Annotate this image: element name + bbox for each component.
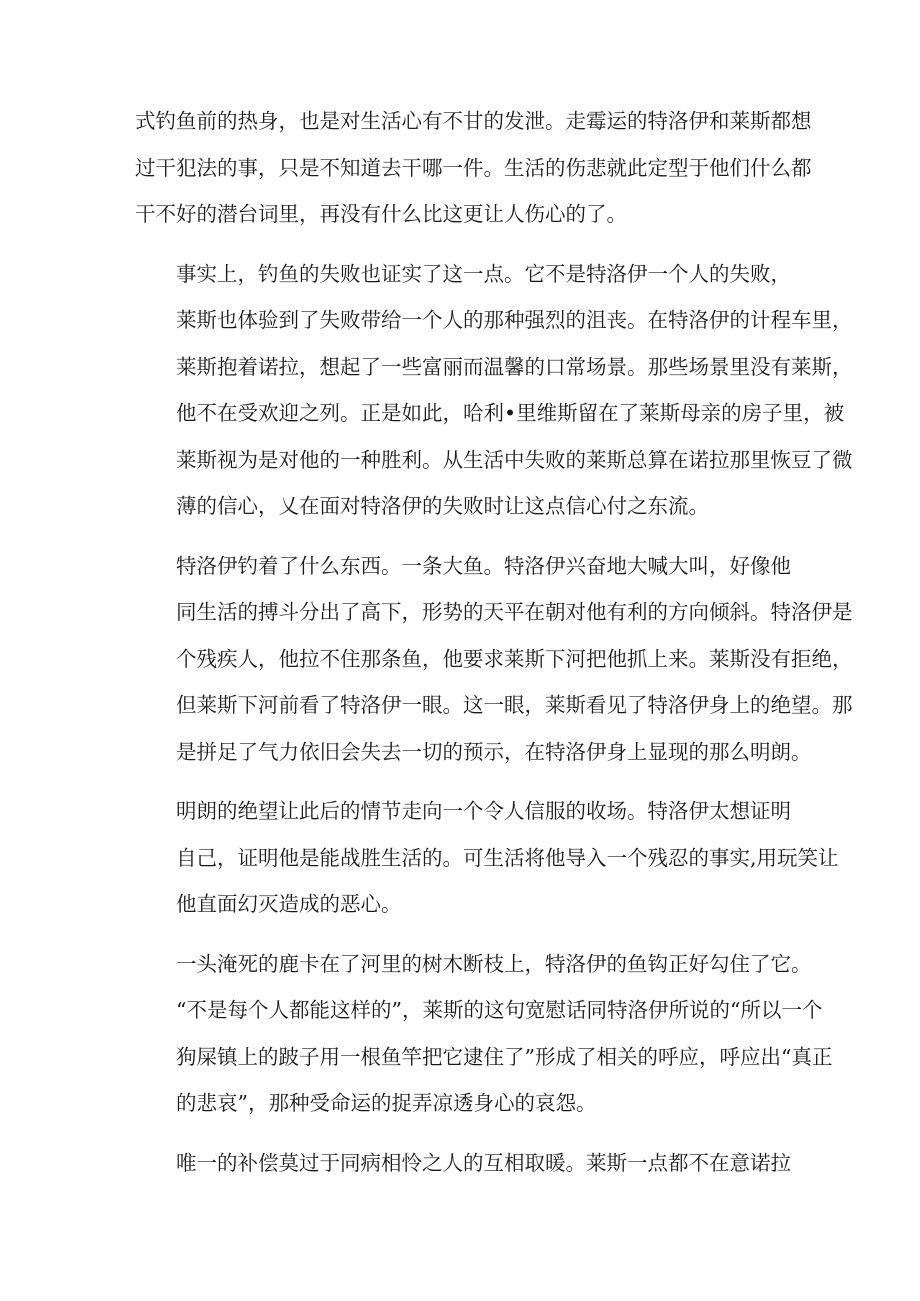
text-line: 特洛伊钓着了什么东西。一条大鱼。特洛伊兴奋地大喊大叫，好像他 <box>176 553 791 578</box>
text-line: 是拼足了气力依旧会失去一切的预示，在特洛伊身上显现的那么明朗。 <box>176 739 812 764</box>
paragraph <box>135 788 839 928</box>
text-line: 唯一的补偿莫过于同病相怜之人的互相取暖。莱斯一点都不在意诺拉 <box>176 1150 791 1175</box>
paragraph <box>135 251 853 530</box>
text-line: 莱斯也体验到了失败带给一个人的那种强烈的沮丧。在特洛伊的计程车里， <box>176 308 853 332</box>
text-line: 式钓鱼前的热身，也是对生活心有不甘的发泄。走霉运的特洛伊和莱斯都想 <box>135 109 812 133</box>
paragraph <box>135 98 812 238</box>
text-line: 明朗的绝望让此后的情节走向一个令人信服的收场。特洛伊太想证明 <box>176 799 791 823</box>
paragraph <box>135 941 833 1127</box>
text-line: 过干犯法的事，只是不知道去干哪一件。生活的伤悲就此定型于他们什么都 <box>135 155 812 180</box>
text-line: 但莱斯下河前看了特洛伊一眼。这一眼，莱斯看见了特洛伊身上的绝望。那 <box>176 693 853 717</box>
text-line: 莱斯视为是对他的一种胜利。从生活中失败的莱斯总算在诺拉那里恢豆了微 <box>176 447 853 472</box>
text-line: 的悲哀”，那种受命运的捉弄凉透身心的哀怨。 <box>176 1091 597 1115</box>
text-line: 他直面幻灭造成的恶心。 <box>176 892 402 916</box>
text-line: “不是每个人都能这样的”，莱斯的这句宽慰话同特洛伊所说的“所以一个 <box>176 998 823 1022</box>
text-line: 莱斯抱着诺拉，想起了一些富丽而温馨的口常场景。那些场景里没有莱斯， <box>176 354 853 379</box>
text-line: 自己，证明他是能战胜生活的。可生活将他导入一个残忍的事实,用玩笑让 <box>176 845 839 870</box>
text-line: 个残疾人，他拉不住那条鱼，他要求莱斯下河把他抓上来。莱斯没有拒绝， <box>176 646 853 671</box>
text-line: 同生活的搏斗分出了高下，形势的天平在朝对他有利的方向倾斜。特洛伊是 <box>176 600 853 624</box>
text-line: 一头淹死的鹿卡在了河里的树木断枝上，特洛伊的鱼钩正好勾住了它。 <box>176 951 812 976</box>
paragraph <box>135 1140 795 1187</box>
text-line: 薄的信心，乂在面对特洛伊的失败时让这点信心付之东流。 <box>176 494 709 518</box>
document-body <box>135 98 853 1199</box>
paragraph <box>135 543 853 776</box>
text-line: 事实上，钓鱼的失败也证实了这一点。它不是特洛伊一个人的失败， <box>176 261 791 286</box>
text-line: 干不好的潜台词里，再没有什么比这更让人伤心的了。 <box>135 202 627 226</box>
text-line: 他不在受欢迎之列。正是如此，哈利•里维斯留在了莱斯母亲的房子里，被 <box>176 401 845 425</box>
text-line: 狗屎镇上的跛子用一根鱼竿把它逮住了”形成了相关的呼应，呼应出“真正 <box>176 1044 833 1069</box>
